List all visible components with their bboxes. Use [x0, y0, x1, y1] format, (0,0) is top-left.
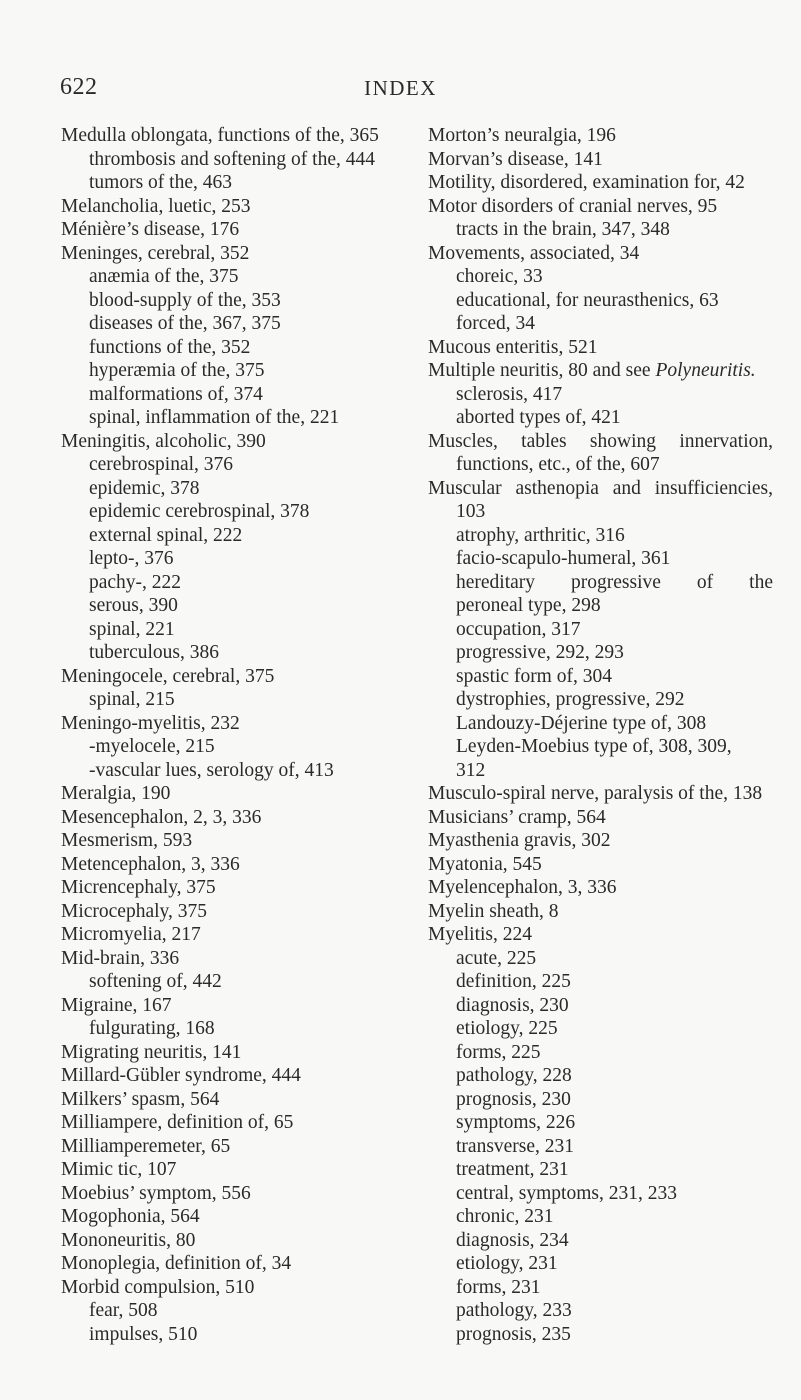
index-entry [61, 1182, 401, 1206]
index-entry [428, 406, 773, 430]
index-entry-text: hyperæmia of the, 375 [89, 360, 265, 381]
index-entry [428, 124, 773, 148]
index-entry-text: spastic form of, 304 [456, 665, 612, 687]
index-entry-see-reference: Polyneuritis. [655, 360, 756, 381]
index-entry [61, 665, 401, 689]
index-entry-text: etiology, 231 [456, 1253, 558, 1274]
index-entry-text: functions of the, 352 [89, 336, 251, 358]
index-entry-text: prognosis, 230 [456, 1088, 571, 1110]
index-entry-text: chronic, 231 [456, 1206, 554, 1227]
index-entry [61, 265, 401, 289]
index-entry-text: etiology, 225 [456, 1018, 558, 1039]
index-entry-text: Moebius’ symptom, 556 [61, 1182, 251, 1204]
index-entry [428, 947, 773, 971]
index-entry-text: 103 [456, 501, 486, 522]
index-entry-text: dystrophies, progressive, 292 [456, 689, 685, 710]
index-entry-text: Myelitis, 224 [428, 924, 533, 945]
index-entry-text: atrophy, arthritic, 316 [456, 524, 625, 546]
index-entry-text: Musicians’ cramp, 564 [428, 806, 606, 828]
index-entry-text: Migrating neuritis, 141 [61, 1041, 242, 1063]
index-entry-text: Meningocele, cerebral, 375 [61, 665, 275, 687]
index-entry [428, 359, 773, 383]
index-entry-text: Leyden-Moebius type of, 308, 309, [456, 736, 732, 757]
index-entry [61, 453, 401, 477]
index-entry [428, 1017, 773, 1041]
index-entry [428, 289, 773, 313]
index-entry-text: epidemic cerebrospinal, 378 [89, 501, 310, 522]
index-entry [428, 477, 773, 501]
index-entry-text: Mesmerism, 593 [61, 830, 193, 851]
index-entry [61, 806, 401, 830]
index-entry [61, 1064, 401, 1088]
index-entry [428, 641, 773, 665]
index-entry [428, 383, 773, 407]
index-entry-text: symptoms, 226 [456, 1112, 576, 1133]
index-entry-text: Myelin sheath, 8 [428, 900, 559, 922]
index-entry [428, 547, 773, 571]
index-entry-text: blood-supply of the, 353 [89, 289, 281, 311]
index-entry [61, 1299, 401, 1323]
index-entry [428, 970, 773, 994]
index-entry [61, 171, 401, 195]
index-entry-text: Milkers’ spasm, 564 [61, 1088, 220, 1110]
index-entry [61, 735, 401, 759]
index-entry-text: aborted types of, 421 [456, 407, 621, 428]
index-entry [428, 1041, 773, 1065]
index-entry [428, 171, 773, 195]
index-entry [428, 1323, 773, 1347]
index-entry [61, 289, 401, 313]
index-entry-text: treatment, 231 [456, 1159, 569, 1180]
index-entry-text: anæmia of the, 375 [89, 266, 239, 287]
index-entry [61, 1111, 401, 1135]
index-entry [61, 124, 401, 148]
index-entry [61, 688, 401, 712]
index-entry [428, 829, 773, 853]
index-entry [61, 571, 401, 595]
index-entry [61, 829, 401, 853]
index-entry-text: Milliampere, definition of, 65 [61, 1112, 294, 1133]
index-entry [61, 218, 401, 242]
index-entry [61, 148, 401, 172]
index-entry-text: educational, for neurasthenics, 63 [456, 289, 719, 311]
index-entry-text: functions, etc., of the, 607 [456, 454, 660, 475]
index-entry [428, 524, 773, 548]
index-entry [61, 594, 401, 618]
index-entry [428, 900, 773, 924]
index-entry-text: diseases of the, 367, 375 [89, 313, 281, 334]
index-entry-text: tuberculous, 386 [89, 642, 219, 663]
index-entry-text: Meralgia, 190 [61, 783, 171, 804]
index-entry-text: Myasthenia gravis, 302 [428, 830, 611, 851]
index-entry [428, 1229, 773, 1253]
index-entry-text: diagnosis, 234 [456, 1229, 569, 1251]
index-entry-text: forms, 225 [456, 1041, 541, 1063]
index-entry [61, 430, 401, 454]
index-entry-text: Muscles, tables showing innervation, [428, 430, 773, 452]
index-entry-text: spinal, inflammation of the, 221 [89, 407, 340, 428]
index-entry [61, 1276, 401, 1300]
index-entry-text: malformations of, 374 [89, 383, 263, 405]
index-entry-text: definition, 225 [456, 971, 571, 992]
index-entry-text: Multiple neuritis, 80 and see [428, 360, 656, 381]
index-entry-text: spinal, 221 [89, 618, 175, 640]
index-entry-text: Metencephalon, 3, 336 [61, 853, 240, 875]
index-entry-text: acute, 225 [456, 947, 537, 969]
index-entry-text: Landouzy-Déjerine type of, 308 [456, 712, 707, 734]
index-entry-text: spinal, 215 [89, 689, 175, 710]
index-entry [61, 923, 401, 947]
index-entry-text: Mogophonia, 564 [61, 1206, 200, 1227]
index-entry [61, 1229, 401, 1253]
running-head: INDEX [364, 76, 437, 100]
index-entry [61, 1252, 401, 1276]
index-entry [428, 1299, 773, 1323]
index-entry [61, 1135, 401, 1159]
index-entry [428, 430, 773, 454]
index-entry-text: choreic, 33 [456, 266, 543, 287]
index-entry [61, 641, 401, 665]
index-entry [428, 265, 773, 289]
index-entry [428, 853, 773, 877]
index-entry-text: Ménière’s disease, 176 [61, 219, 240, 240]
index-entry [428, 1158, 773, 1182]
index-entry-text: Microcephaly, 375 [61, 900, 208, 922]
index-entry-text: transverse, 231 [456, 1135, 575, 1157]
index-entry-text: Motor disorders of cranial nerves, 95 [428, 195, 718, 217]
index-column-right [428, 124, 773, 1346]
index-entry-text: Micrencephaly, 375 [61, 877, 216, 898]
index-entry [428, 148, 773, 172]
index-entry [61, 383, 401, 407]
index-entry-text: Meninges, cerebral, 352 [61, 242, 250, 264]
index-entry-text: progressive, 292, 293 [456, 642, 624, 663]
index-entry [61, 853, 401, 877]
index-entry [428, 195, 773, 219]
index-entry-text: Meningitis, alcoholic, 390 [61, 430, 266, 452]
index-entry-text: Muscular asthenopia and insufficiencies, [428, 477, 773, 499]
index-entry-text: lepto-, 376 [89, 548, 174, 569]
index-entry-text: Mucous enteritis, 521 [428, 336, 598, 358]
index-entry-text: tumors of the, 463 [89, 172, 232, 193]
index-entry [428, 1182, 773, 1206]
index-entry [428, 1135, 773, 1159]
index-entry [61, 1088, 401, 1112]
index-entry [61, 242, 401, 266]
page-header [0, 74, 801, 104]
index-entry-text: softening of, 442 [89, 971, 222, 992]
index-entry-text: Migraine, 167 [61, 994, 172, 1016]
index-entry-text: forms, 231 [456, 1276, 541, 1298]
index-entry-text: Melancholia, luetic, 253 [61, 195, 251, 217]
index-entry [428, 806, 773, 830]
index-entry [428, 242, 773, 266]
index-entry-text: occupation, 317 [456, 618, 581, 640]
index-entry-text: prognosis, 235 [456, 1323, 571, 1345]
index-entry-text: Milliamperemeter, 65 [61, 1135, 231, 1157]
index-entry-text: -myelocele, 215 [89, 736, 215, 757]
index-entry [61, 782, 401, 806]
index-entry-text: -vascular lues, serology of, 413 [89, 759, 334, 781]
index-entry-text: Medulla oblongata, functions of the, 365 [61, 125, 379, 146]
index-entry-text: fear, 508 [89, 1300, 158, 1321]
index-entry-text: thrombosis and softening of the, 444 [89, 148, 375, 170]
index-entry [61, 500, 401, 524]
index-entry-text: peroneal type, 298 [456, 595, 601, 616]
index-entry-text: Millard-Gübler syndrome, 444 [61, 1065, 301, 1086]
index-entry [61, 994, 401, 1018]
index-entry-text: pathology, 233 [456, 1300, 572, 1321]
index-column-left [61, 124, 401, 1346]
index-entry [61, 1017, 401, 1041]
index-entry [428, 453, 773, 477]
index-entry-text: serous, 390 [89, 595, 178, 616]
index-entry [428, 618, 773, 642]
index-entry [61, 618, 401, 642]
index-entry [428, 782, 773, 806]
page-number: 622 [60, 74, 98, 100]
index-entry [428, 1064, 773, 1088]
index-entry [61, 312, 401, 336]
index-entry [61, 970, 401, 994]
index-entry [428, 571, 773, 595]
index-entry [61, 336, 401, 360]
index-entry [61, 195, 401, 219]
index-entry-text: cerebrospinal, 376 [89, 454, 234, 475]
index-entry-text: hereditary progressive of the [456, 571, 773, 593]
index-entry [428, 665, 773, 689]
index-entry-text: pachy-, 222 [89, 571, 182, 593]
index-entry-text: Motility, disordered, examination for, 42 [428, 172, 745, 193]
index-entry [428, 1252, 773, 1276]
index-entry-text: diagnosis, 230 [456, 994, 569, 1016]
index-entry-text: sclerosis, 417 [456, 383, 563, 405]
index-entry-text: fulgurating, 168 [89, 1018, 215, 1039]
index-entry [428, 688, 773, 712]
index-entry [428, 712, 773, 736]
index-entry-text: forced, 34 [456, 313, 536, 334]
index-entry [61, 900, 401, 924]
index-entry [428, 735, 773, 759]
index-entry-text: Movements, associated, 34 [428, 242, 640, 264]
index-entry [428, 1276, 773, 1300]
index-entry [61, 359, 401, 383]
index-entry [61, 1041, 401, 1065]
index-entry-text: Morvan’s disease, 141 [428, 148, 603, 170]
index-entry [428, 336, 773, 360]
index-entry-text: Mononeuritis, 80 [61, 1229, 196, 1251]
index-entry-text: pathology, 228 [456, 1065, 572, 1086]
index-entry-text: external spinal, 222 [89, 524, 243, 546]
index-entry-text: central, symptoms, 231, 233 [456, 1182, 677, 1204]
index-entry [61, 1323, 401, 1347]
index-entry [61, 1205, 401, 1229]
index-entry [428, 876, 773, 900]
index-entry [428, 994, 773, 1018]
index-entry [428, 1111, 773, 1135]
index-entry-text: Mesencephalon, 2, 3, 336 [61, 806, 262, 828]
index-entry-text: 312 [456, 759, 486, 781]
index-entry-text: Micromyelia, 217 [61, 924, 201, 945]
index-entry [428, 500, 773, 524]
index-entry-text: Morton’s neuralgia, 196 [428, 125, 616, 146]
index-entry-text: Myelencephalon, 3, 336 [428, 877, 617, 898]
index-entry-text: epidemic, 378 [89, 477, 200, 499]
index-entry-text: Mid-brain, 336 [61, 947, 180, 969]
index-entry [428, 218, 773, 242]
index-entry [428, 312, 773, 336]
index-entry [61, 759, 401, 783]
index-entry [61, 1158, 401, 1182]
index-entry-text: Musculo-spiral nerve, paralysis of the, 138 [428, 783, 763, 804]
index-entry-text: Monoplegia, definition of, 34 [61, 1253, 292, 1274]
index-entry [61, 477, 401, 501]
index-entry [61, 712, 401, 736]
index-entry [61, 547, 401, 571]
index-entry [61, 876, 401, 900]
index-entry [428, 759, 773, 783]
index-entry [61, 524, 401, 548]
index-entry-text: Mimic tic, 107 [61, 1159, 177, 1180]
index-entry-text: Morbid compulsion, 510 [61, 1276, 255, 1298]
index-entry [428, 923, 773, 947]
index-entry-text: tracts in the brain, 347, 348 [456, 219, 670, 240]
index-entry [61, 406, 401, 430]
index-entry-text: facio-scapulo-humeral, 361 [456, 548, 671, 569]
index-entry-text: Myatonia, 545 [428, 853, 542, 875]
index-entry-text: Meningo-myelitis, 232 [61, 712, 240, 734]
index-entry [61, 947, 401, 971]
index-entry [428, 1088, 773, 1112]
index-entry [428, 1205, 773, 1229]
index-entry-text: impulses, 510 [89, 1323, 198, 1345]
index-entry [428, 594, 773, 618]
